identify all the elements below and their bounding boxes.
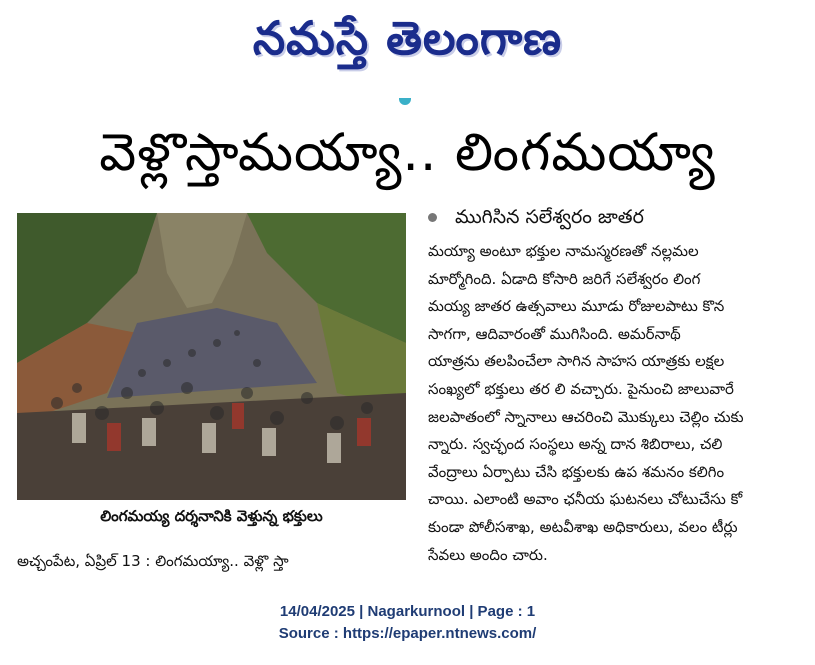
footer-date-edition: 14/04/2025 | Nagarkurnool | Page : 1 bbox=[279, 603, 536, 620]
article-subheading bbox=[428, 200, 798, 234]
photo-caption: లింగమయ్య దర్శనానికి వెళ్తున్న భక్తులు bbox=[100, 507, 323, 525]
body-line: మార్మోగింది. ఏడాది కోసారి జరిగే సలేశ్వరం లింగ bbox=[428, 269, 701, 288]
body-line: మయ్య జాతర ఉత్సవాలు మూడు రోజులపాటు కొన bbox=[428, 297, 725, 316]
body-line: జలపాతంలో స్నానాలు ఆచరించి మొక్కులు చెల్లిం చుకు bbox=[428, 407, 744, 426]
body-line: యాత్రను తలపించేలా సాగిన సాహస యాత్రకు లక్షల bbox=[428, 352, 725, 371]
masthead-logo-text: నమస్తే తెలంగాణ bbox=[252, 11, 563, 65]
body-line: వేంద్రాలు ఏర్పాటు చేసి భక్తులకు ఉప శమనం కలిగిం bbox=[428, 462, 725, 481]
newspaper-masthead bbox=[0, 6, 815, 70]
body-line: మయ్యా అంటూ భక్తుల నామస్మరణతో నల్లమల bbox=[428, 242, 699, 260]
body-line: సాగగా, ఆదివారంతో ముగిసింది. అమర్‌నాథ్ bbox=[428, 324, 681, 343]
body-line: చాయి. ఎలాంటి అవాం ఛనీయ ఘటనలు చోటుచేసు కో bbox=[428, 490, 743, 509]
bullet-icon bbox=[428, 213, 437, 222]
body-line: కుండా పోలీసశాఖ, అటవీశాఖ అధికారులు, వలం టీర్లు bbox=[428, 517, 738, 536]
page-footer bbox=[0, 601, 815, 645]
article-dateline: అచ్చంపేట, ఏప్రిల్ 13 : లింగమయ్యా.. వెళ్లొ స్తా bbox=[17, 552, 289, 570]
body-line: న్నారు. స్వచ్ఛంద సంస్థలు అన్న దాన శిబిరాలు, చలి bbox=[428, 435, 723, 454]
article-headline: వెళ్లొస్తామయ్యా.. లింగమయ్యా bbox=[99, 123, 716, 183]
body-line: సంఖ్యలో భక్తులు తర లి వచ్చారు. పైనుంచి జాలువారే bbox=[428, 379, 734, 398]
decorative-dot bbox=[399, 98, 411, 105]
subheading-text: ముగిసిన సలేశ్వరం జాతర bbox=[455, 206, 644, 228]
footer-source: Source : https://epaper.ntnews.com/ bbox=[278, 625, 537, 642]
article-photo bbox=[17, 213, 406, 500]
article-body bbox=[428, 238, 800, 569]
body-line: సేవలు అందిం చారు. bbox=[428, 545, 548, 564]
